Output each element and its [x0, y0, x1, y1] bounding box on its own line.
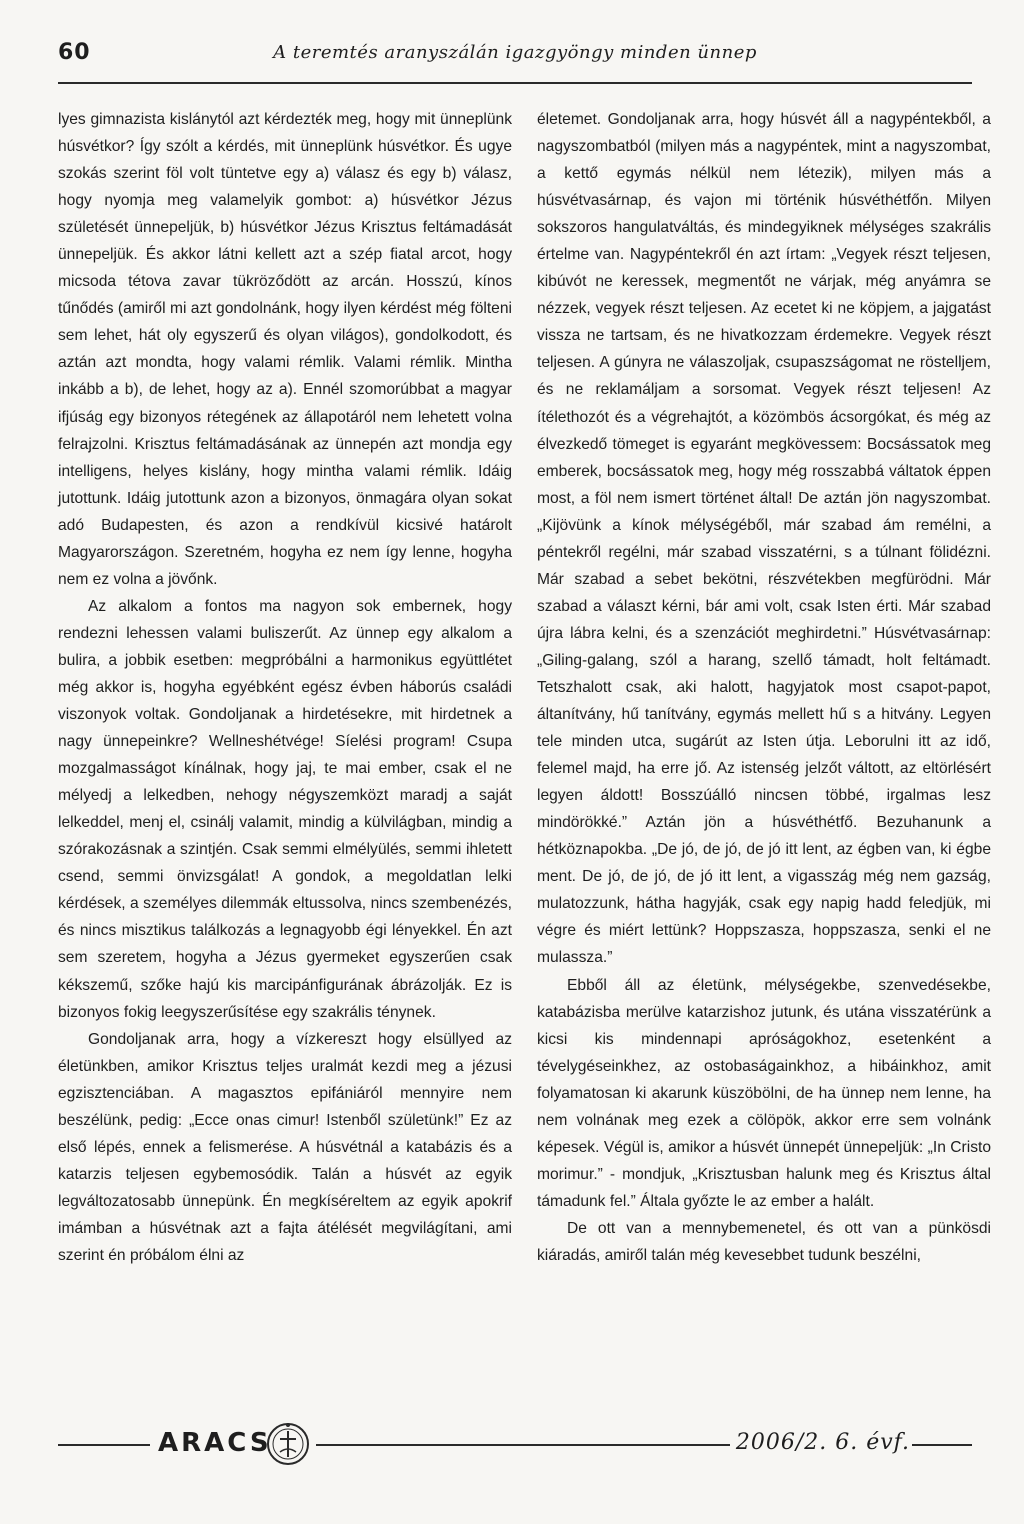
paragraph: De ott van a mennybemenetel, és ott van a pünkösdi kiáradás, amiről talán még kevesebbet tudunk beszélni,	[537, 1219, 991, 1264]
left-column	[58, 106, 512, 1269]
paragraph: lyes gimnazista kislánytól azt kérdezték meg, hogy mit ünneplünk húsvétkor? Így szólt a kérdés, mit ünneplünk húsvétkor. És ugye szokás szerint föl volt tüntetve egy a) válasz és egy b) válasz, hogy nyomja meg valamelyik gombot: a) húsvétkor Jézus születését ünnepeljük, b) húsvétkor Jézus Krisztus feltámadását ünnepeljük. És akkor látni kellett azt a szép fiatal arcot, hogy micsoda tétova zavar tükröződött az arcán. Hosszú, kínos tűnődés (amiről mi azt gondolnánk, hogy ilyen kérdést még fölteni sem lehet, hát oly egyszerű és olyan világos), gondolkodott, és aztán azt mondta, hogy valami rémlik. Valami rémlik. Mintha inkább a b), de lehet, hogy az a). Ennél szomorúbbat a magyar ifjúság egy bizonyos rétegének az állapotáról nem lehetett volna felrajzolni. Krisztus feltámadásának az ünnepén azt mondja egy intelligens, helyes kislány, hogy mintha valami rémlik. Idáig jutottunk. Idáig jutottunk azon a bizonyos, önmagára olyan sokat adó Budapesten, és azon a rendkívül kicsivé határolt Magyarországon. Szeretném, hogyha ez nem így lenne, hogyha nem ez volna a jövőnk.	[58, 111, 512, 588]
seal-icon	[266, 1422, 310, 1466]
paragraph: életemet. Gondoljanak arra, hogy húsvét áll a nagypéntekből, a nagyszombatból (milyen más a nagypéntek, mint a nagyszombat, a kettő egymás nélkül nem létezik), milyen más a húsvétvasárnap, és vajon mi történik húsvéthétfőn. Milyen sokszoros hangulatváltás, és mindegyiknek mélységes szakrális értelme van. Nagypéntekről én azt írtam: „Vegyek részt teljesen, kibúvót ne keressek, megmentőt ne várjak, még anyámra se nézzek, vegyek részt teljesen. Az ecetet ki ne köpjem, a jajgatást vissza ne tartsam, és ne hivatkozzam érdemekre. Vegyek részt teljesen. A gúnyra ne válaszoljak, csupaszságomat ne röstelljem, és ne reklamáljam a sorsomat. Vegyek részt teljesen! Az ítélethozót és a végrehajtót, a közömbös ácsorgókat, és még az élvezkedő tömeget is egyaránt megkövessem: Bocsássatok meg emberek, bocsássatok meg, hogy még rosszabbá váltatok éppen most, a föl nem ismert történet által! De aztán jön nagyszombat. „Kijövünk a kínok mélységéből, már szabad ám remélni, a péntekről regélni, már szabad visszatérni, s a túlnant fölidézni. Már szabad a sebet bekötni, részvétekben megfürödni. Már szabad a választ kérni, bár ami volt, csak Isten érti. Már szabad újra lábra kelni, és a szenzációt meghirdetni.” Húsvétvasárnap: „Giling-galang, szól a harang, szellő támadt, holt feltámadt. Tetszhalott csak, aki halott, hagyjatok most csapot-papot, áltanítvány, hű tanítvány, egymás mellett hű s a hitvány. Legyen tele minden utca, sugárút az Isten útja. Leborulni itt az idő, felemel majd, ha erre jő. Az istenség jelzőt váltott, az eltörlésért legyen áldott! Bosszúálló nincsen többé, irgalmas lesz mindörökké.” Aztán jön a húsvéthétfő. Bezuhanunk a hétköznapokba. „De jó, de jó, de jó itt lent, az égben van, ki égbe ment. De jó, de jó, de jó itt lent, a vigasszág még nem gazság, mulatozzunk, hátha hagyják, csak egy napig hadd feledjük, mi végre és miért lettünk? Hoppszasza, hoppszasza, senki el ne mulassza.”	[537, 111, 991, 967]
paragraph: Gondoljanak arra, hogy a vízkereszt hogy elsüllyed az életünkben, amikor Krisztus teljes uralmát kezdi meg a jézusi egzisztenciában. A magasztos epifániáról mennyire nem beszélünk, pedig: „Ecce onas cimur! Istenből születünk!” Ez az első lépés, ennek a felismerése. A húsvétnál a katabázis és a katarzis teljesen egybemosódik. Talán a húsvét az egyik legváltozatosabb ünnepünk. Én megkíséreltem az egyik apokrif imámban a húsvétnak azt a fajta átélését megvilágítani, ami szerint én próbálom élni az	[58, 1030, 512, 1264]
right-column	[537, 106, 991, 1269]
page-number: 60	[58, 40, 91, 65]
header-rule	[58, 82, 972, 84]
running-title: A teremtés aranyszálán igazgyöngy minden ünnep	[273, 42, 757, 63]
magazine-logo: ARACS	[158, 1428, 272, 1458]
footer-rule	[316, 1444, 730, 1446]
issue-info: 2006/2. 6. évf.	[735, 1430, 910, 1455]
paragraph: Az alkalom a fontos ma nagyon sok embernek, hogy rendezni lehessen valami buliszerűt. Az ünnep egy alkalom a bulira, a jobbik esetben: megpróbálni a harmonikus együttlétet még akkor is, hogyha egyébként egész évben háborús családi viszonyok voltak. Gondoljanak a hirdetésekre, mit hirdetnek a nagy ünnepeinkre? Wellneshétvége! Síelési program! Csupa mozgalmasságot kínálnak, hogy jaj, te mai ember, csak el ne mélyedj a lelkedben, nehogy négyszemközt maradj a saját lelkeddel, menj el, csinálj valamit, mindig a külvilágban, mindig a szórakozásnak a szintjén. Csak semmi elmélyülés, semmi ihletett csend, semmi önvizsgálat! A gondok, a megoldatlan lelki kérdések, a személyes dilemmák eltussolva, nincs szembenézés, és nincs misztikus találkozás a legnagyobb égi lényekkel. Én azt sem szeretem, hogyha a Jézus gyermeket egyszerűen csak kékszemű, szőke hajú kis marcipánfigurának ábrázolják. Ez is bizonyos fokig leegyszerűsítése egy szakrális ténynek.	[58, 597, 512, 1021]
page-footer	[58, 1420, 972, 1470]
footer-rule	[912, 1444, 972, 1446]
footer-rule	[58, 1444, 150, 1446]
page-header	[58, 40, 972, 74]
paragraph: Ebből áll az életünk, mélységekbe, szenvedésekbe, katabázisba merülve katarzishoz jutunk, és utána visszatérünk a kicsi kis mindennapi apróságokhoz, esetenként a tévelygéseinkhez, az ostobaságainkhoz, a hibáinkhoz, amit folyamatosan ki akarunk küszöbölni, de ha ünnep nem lenne, ha nem volnának meg ezek a cölöpök, akkor erre sem volnánk képesek. Végül is, amikor a húsvét ünnepét ünnepeljük: „In Cristo morimur.” - mondjuk, „Krisztusban halunk meg és Krisztus által támadunk fel.” Általa győzte le az ember a halált.	[537, 976, 991, 1210]
